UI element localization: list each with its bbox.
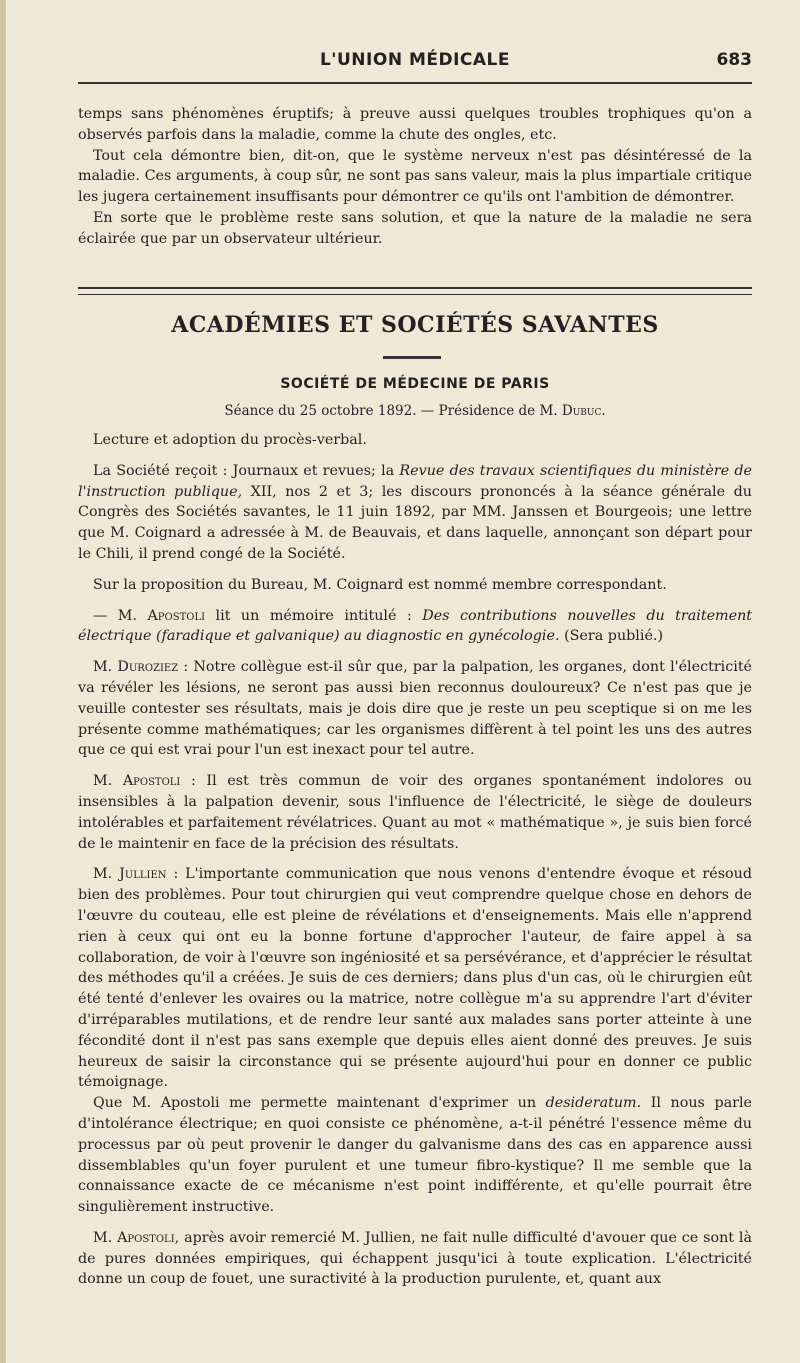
session-line xyxy=(78,403,752,419)
page-header xyxy=(78,50,752,74)
speaker-name: Apostoli xyxy=(122,773,181,790)
text-run: XII, nos 2 et 3; les discours prononcés à la séance générale du Congrès des Sociétés savantes, le 11 juin 1892, par MM. Janssen et Bourgeois; une lettre que M. Coignard a adressée à M. de Beauvais, et dans laquelle, annonçant son départ pour le Chili, il prend congé de la Société. xyxy=(78,483,752,562)
minutes-paragraph xyxy=(78,1093,752,1218)
text-run: après avoir remercié M. Jullien, ne fait nulle difficulté d'avouer que ce sont là de pures données empiriques, qui échappent jusqu'ici à toute explication. L'électricité donne un coup de fouet, une suractivité à la production purulente, et, quant aux xyxy=(78,1229,753,1288)
minutes-paragraph xyxy=(78,864,752,1093)
text-run: — M. xyxy=(93,607,137,624)
society-name: SOCIÉTÉ DE MÉDECINE DE PARIS xyxy=(280,376,550,392)
text-run: : Notre collègue est-il sûr que, par la palpation, les organes, dont l'électricité va révéler les lésions, ne seront pas aussi bien reconnus douloureux? Ce n'est pas que je veuille contester ses résultats, mais je dois dire que je reste un peu sceptique si on me les présente comme mathématiques; car les organismes diffèrent à tel point les uns des autres que ce qui est vrai pour l'un est inexact pour tel autre. xyxy=(78,659,753,759)
memoir-title: Des contributions nouvelles du traitement électrique (faradique et galvanique) au diagnostic en gynécologie. xyxy=(78,607,753,645)
speaker-name: Apostoli xyxy=(147,607,206,624)
speaker-name: Jullien xyxy=(119,866,167,883)
minutes-paragraph xyxy=(78,657,752,761)
text-run: (Sera publié.) xyxy=(564,628,664,645)
minutes-paragraph xyxy=(78,606,752,648)
text-run: Il nous parle d'intolérance électrique; en quoi consiste ce phénomène, a-t-il pénétré l'essence même du processus par où peut provenir le danger du galvanisme dans des cas en apparence aussi dissemblables qu'un foyer purulent et une tumeur fibro-kystique? Il me semble que la connaissance exacte de ce mécanisme n'est point indifférente, et qu'elle pourrait être singulièrement instructive. xyxy=(78,1095,752,1216)
text-run: M. xyxy=(93,1229,113,1246)
page-number: 683 xyxy=(716,50,752,70)
minutes-paragraph: Lecture et adoption du procès-verbal. xyxy=(93,432,367,448)
speaker-name: Duroziez xyxy=(117,659,179,676)
speaker-name: Apostoli, xyxy=(117,1229,180,1246)
minutes-paragraph xyxy=(78,1228,752,1290)
text-run: lit un mémoire intitulé : xyxy=(215,607,412,624)
section-divider xyxy=(78,287,752,295)
text-run: : Il est très commun de voir des organes spontanément indolores ou insensibles à la palpation devenir, sous l'influence de l'électricité, le siège de douleurs intolérables et parfaitement révélatrices. Quant au mot « mathématique », je suis bien forcé de le maintenir en face de la précision des résultats. xyxy=(78,773,753,852)
minutes-paragraph: Sur la proposition du Bureau, M. Coignard est nommé membre correspondant. xyxy=(93,576,667,593)
session-date: Séance du 25 octobre 1892. — Présidence de M. xyxy=(224,403,558,419)
intro-paragraph-3: En sorte que le problème reste sans solution, et que la nature de la maladie ne sera éclairée que par un observateur ultérieur. xyxy=(78,209,752,247)
text-run: La Société reçoit : Journaux et revues; la xyxy=(93,462,395,479)
text-run: Que M. Apostoli me permette maintenant d'exprimer un xyxy=(93,1095,537,1112)
minutes-text xyxy=(78,430,752,1300)
text-run: M. xyxy=(93,866,113,883)
intro-paragraph-2: Tout cela démontre bien, dit-on, que le système nerveux n'est pas désintéressé de la maladie. Ces arguments, à coup sûr, ne sont pas sans valeur, mais la plus impartiale critique les jugera certainement insuffisants pour démontrer ce qu'ils ont l'ambition de démontrer. xyxy=(78,147,752,206)
title-underline xyxy=(383,356,441,359)
minutes-paragraph xyxy=(78,461,752,565)
minutes-paragraph xyxy=(78,771,752,854)
text-run: M. xyxy=(93,773,113,790)
text-run: : L'importante communication que nous venons d'entendre évoque et résoud bien des problèmes. Pour tout chirurgien qui veut comprendre quelque chose en dehors de l'œuvre du couteau, elle est pleine de révélations et d'enseignements. Mais elle n'apprend rien à ceux qui ont eu la bonne fortune d'approcher l'auteur, de faire appel à sa collaboration, de voir à l'œuvre son ingéniosité et sa persévérance, et d'apprécier le résultat des méthodes qu'il a créées. Je suis de ces derniers; dans plus d'un cas, où le chirurgien eût été tenté d'enlever les ovaires ou la matrice, notre collègue m'a su apprendre l'art d'éviter d'irréparables mutilations, et de rendre leur santé aux malades sans porter atteinte à une fécondité dont il n'est pas sans exemple que depuis elles aient donné des preuves. Je suis heureux de saisir la circonstance qui se présente aujourd'hui pour en donner ce public témoignage. xyxy=(78,866,753,1091)
intro-text xyxy=(78,104,752,250)
header-rule xyxy=(78,82,752,84)
emphasis: desideratum. xyxy=(545,1095,642,1112)
running-title: L'UNION MÉDICALE xyxy=(319,50,511,70)
text-run: M. xyxy=(93,659,113,676)
journal-title: Revue des travaux scientifiques du ministère de l'instruction publique, xyxy=(78,462,752,500)
section-title: ACADÉMIES ET SOCIÉTÉS SAVANTES xyxy=(171,312,659,338)
intro-paragraph-1: temps sans phénomènes éruptifs; à preuve aussi quelques troubles trophiques qu'on a observés parfois dans la maladie, comme la chute des ongles, etc. xyxy=(78,106,752,143)
president-name: Dubuc. xyxy=(561,403,606,419)
